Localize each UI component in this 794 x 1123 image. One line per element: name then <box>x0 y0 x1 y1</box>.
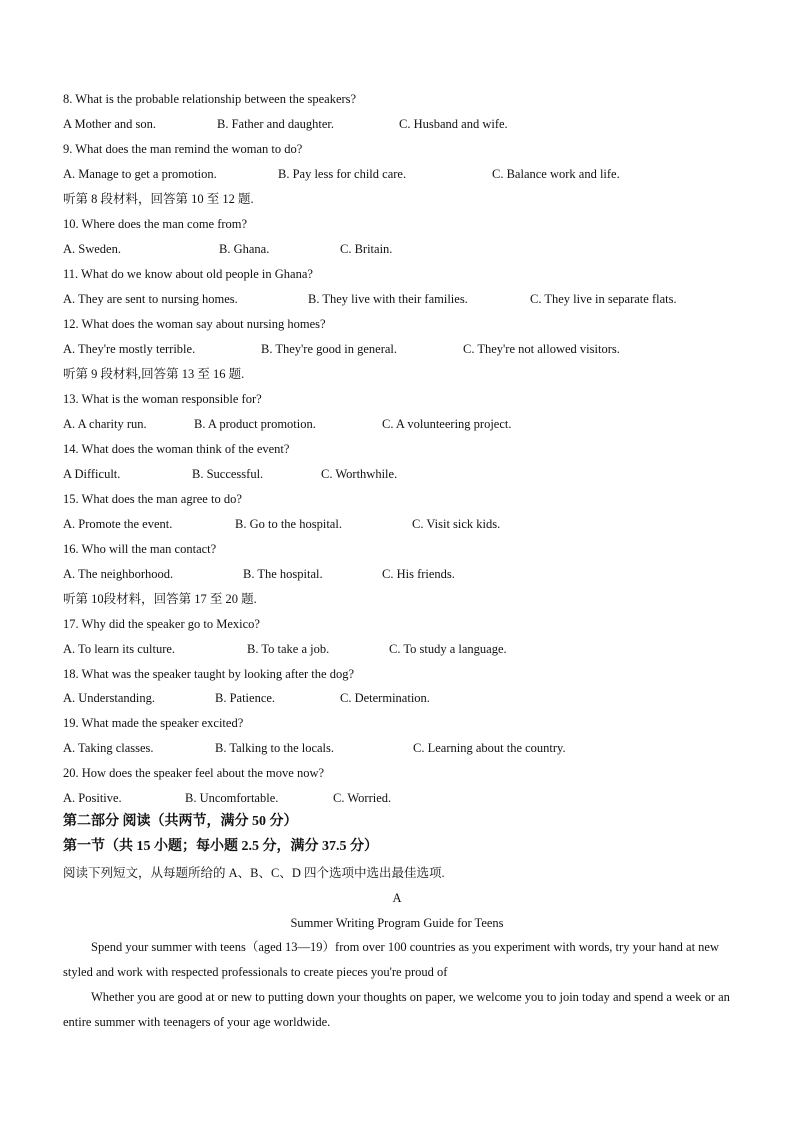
question-15-option-b: B. Go to the hospital. <box>235 517 342 531</box>
passage-letter: A <box>392 891 402 905</box>
question-13-option-c: C. A volunteering project. <box>382 417 512 431</box>
question-8-stem: 8. What is the probable relationship between the speakers? <box>63 92 357 106</box>
question-19-option-c: C. Learning about the country. <box>413 741 566 755</box>
section-10-instruction: 听第 10段材料，回答第 17 至 20 题. <box>63 592 257 606</box>
passage-paragraph-1: Spend your summer with teens（aged 13—19）from over 100 countries as you experiment with words, try your hand at new styled and work with respected professionals to create pieces you're proud of <box>63 940 719 979</box>
question-19-option-a: A. Taking classes. <box>63 741 154 755</box>
question-12-option-c: C. They're not allowed visitors. <box>463 342 620 356</box>
question-9-option-a: A. Manage to get a promotion. <box>63 167 217 181</box>
question-20-option-c: C. Worried. <box>333 791 392 805</box>
question-18-option-c: C. Determination. <box>340 691 430 705</box>
question-9-option-b: B. Pay less for child care. <box>278 167 407 181</box>
question-10-option-c: C. Britain. <box>340 242 393 256</box>
question-18-option-b: B. Patience. <box>215 691 276 705</box>
question-8-option-a: A Mother and son. <box>63 117 157 131</box>
question-20-option-b: B. Uncomfortable. <box>185 791 279 805</box>
question-8-option-c: C. Husband and wife. <box>399 117 508 131</box>
question-19-option-b: B. Talking to the locals. <box>215 741 335 755</box>
question-14-stem: 14. What does the woman think of the event? <box>63 442 290 456</box>
question-12-option-b: B. They're good in general. <box>261 342 398 356</box>
question-11-option-c: C. They live in separate flats. <box>530 292 677 306</box>
passage-paragraph-2: Whether you are good at or new to putting down your thoughts on paper, we welcome you to join today and spend a week or an entire summer with teenagers of your age worldwide. <box>63 990 730 1029</box>
question-10-option-a: A. Sweden. <box>63 242 121 256</box>
question-13-option-b: B. A product promotion. <box>194 417 316 431</box>
question-16-option-b: B. The hospital. <box>243 567 323 581</box>
part-2-subheading: 第一节（共 15 小题；每小题 2.5 分，满分 37.5 分） <box>63 839 378 854</box>
question-18-stem: 18. What was the speaker taught by looking after the dog? <box>63 667 355 681</box>
question-15-stem: 15. What does the man agree to do? <box>63 492 242 506</box>
question-15-option-a: A. Promote the event. <box>63 517 173 531</box>
question-8-option-b: B. Father and daughter. <box>217 117 334 131</box>
question-13-option-a: A. A charity run. <box>63 417 147 431</box>
question-12-stem: 12. What does the woman say about nursing homes? <box>63 317 326 331</box>
question-16-option-a: A. The neighborhood. <box>63 567 174 581</box>
reading-instruction: 阅读下列短文，从每题所给的 A、B、C、D 四个选项中选出最佳选项. <box>63 866 445 880</box>
question-13-stem: 13. What is the woman responsible for? <box>63 392 262 406</box>
question-9-option-c: C. Balance work and life. <box>492 167 620 181</box>
passage-title: Summer Writing Program Guide for Teens <box>290 916 504 930</box>
question-14-option-c: C. Worthwhile. <box>321 467 398 481</box>
question-17-option-a: A. To learn its culture. <box>63 642 176 656</box>
question-19-stem: 19. What made the speaker excited? <box>63 716 244 730</box>
question-11-option-b: B. They live with their families. <box>308 292 468 306</box>
question-17-stem: 17. Why did the speaker go to Mexico? <box>63 617 260 631</box>
question-17-option-c: C. To study a language. <box>389 642 507 656</box>
question-14-option-a: A Difficult. <box>63 467 121 481</box>
question-9-stem: 9. What does the man remind the woman to do? <box>63 142 303 156</box>
section-9-instruction: 听第 9 段材料,回答第 13 至 16 题. <box>63 367 245 381</box>
question-14-option-b: B. Successful. <box>192 467 264 481</box>
question-16-stem: 16. Who will the man contact? <box>63 542 217 556</box>
question-20-option-a: A. Positive. <box>63 791 122 805</box>
section-8-instruction: 听第 8 段材料，回答第 10 至 12 题. <box>63 192 254 206</box>
part-2-heading: 第二部分 阅读（共两节，满分 50 分） <box>63 814 298 829</box>
question-16-option-c: C. His friends. <box>382 567 455 581</box>
question-11-option-a: A. They are sent to nursing homes. <box>63 292 238 306</box>
question-12-option-a: A. They're mostly terrible. <box>63 342 196 356</box>
question-20-stem: 20. How does the speaker feel about the move now? <box>63 766 325 780</box>
question-10-option-b: B. Ghana. <box>219 242 270 256</box>
question-11-stem: 11. What do we know about old people in Ghana? <box>63 267 313 281</box>
question-18-option-a: A. Understanding. <box>63 691 155 705</box>
question-17-option-b: B. To take a job. <box>247 642 330 656</box>
question-15-option-c: C. Visit sick kids. <box>412 517 501 531</box>
question-10-stem: 10. Where does the man come from? <box>63 217 248 231</box>
